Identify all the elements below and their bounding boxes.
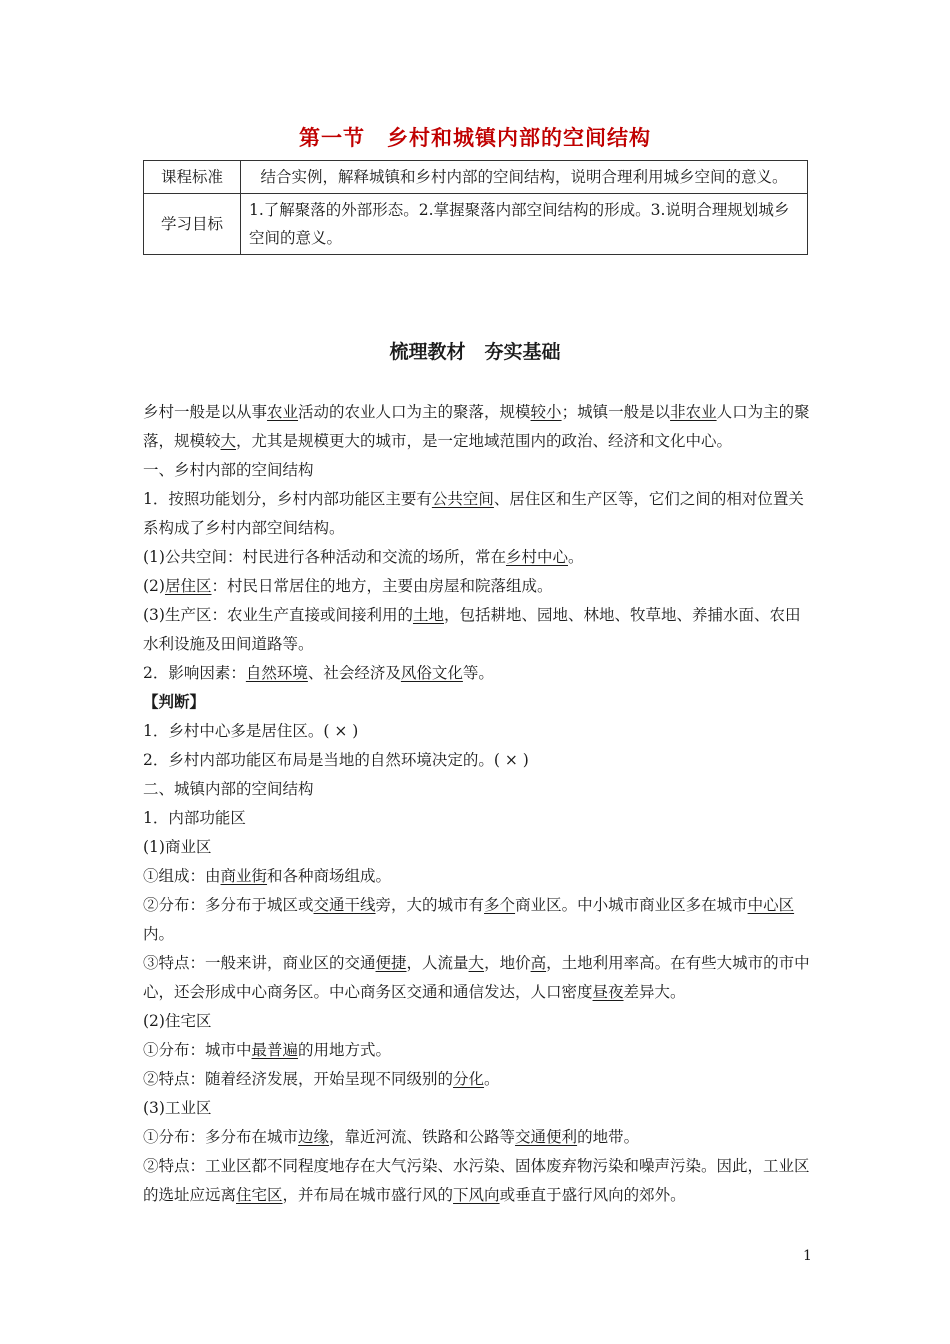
paragraph bbox=[143, 833, 811, 862]
text-run: 差异大。 bbox=[623, 983, 686, 1001]
paragraph bbox=[143, 949, 811, 1007]
text-run: 旁，大的城市有 bbox=[375, 896, 485, 914]
text-run: 、社会经济及 bbox=[307, 664, 401, 682]
text-run: 1．内部功能区 bbox=[143, 809, 246, 827]
paragraph bbox=[143, 398, 811, 456]
paragraph bbox=[143, 862, 811, 891]
answer-blank: 中心区 bbox=[747, 896, 795, 914]
text-run: ②分布：多分布于城区或 bbox=[143, 896, 314, 914]
text-run: (3)生产区：农业生产直接或间接利用的 bbox=[143, 606, 413, 624]
text-run: (2) bbox=[143, 577, 165, 595]
paragraph bbox=[143, 1036, 811, 1065]
answer-blank: 公共空间 bbox=[431, 490, 494, 508]
text-run: 一、乡村内部的空间结构 bbox=[143, 461, 314, 479]
text-run: ，人流量 bbox=[406, 954, 469, 972]
answer-blank: 居住区 bbox=[164, 577, 212, 595]
text-run: ②特点：工业区都不同程度地存在大气污染、水污染、固体废弃物污染和噪声污染。因此，工业区的选址应远离 bbox=[143, 1157, 810, 1204]
text-run: ，并布局在城市盛行风的 bbox=[282, 1186, 454, 1204]
paragraph bbox=[143, 1094, 811, 1123]
text-run: 的用地方式。 bbox=[298, 1041, 392, 1059]
text-run: ①组成：由 bbox=[143, 867, 221, 885]
text-run: ，土地利用率高。在有些大城市的市中心，还会形成中心商务区。中心商务区交通和通信发达，人口密度 bbox=[143, 954, 810, 1001]
answer-blank: 风俗文化 bbox=[400, 664, 463, 682]
paragraph bbox=[143, 659, 811, 688]
paragraph bbox=[143, 456, 811, 485]
text-run: ①分布：多分布在城市 bbox=[143, 1128, 299, 1146]
text-run: 二、城镇内部的空间结构 bbox=[143, 780, 314, 798]
paragraph bbox=[143, 804, 811, 833]
table-content-standard: 结合实例，解释城镇和乡村内部的空间结构，说明合理利用城乡空间的意义。 bbox=[241, 161, 808, 194]
answer-blank: 大 bbox=[220, 432, 237, 450]
page-number: 1 bbox=[803, 1248, 812, 1264]
answer-blank: 大 bbox=[468, 954, 485, 972]
text-run: 商业区。中小城市商业区多在城市 bbox=[515, 896, 748, 914]
answer-blank: 昼夜 bbox=[592, 983, 624, 1001]
table-row bbox=[144, 194, 808, 255]
text-run: 。 bbox=[567, 548, 584, 566]
paragraph bbox=[143, 1123, 811, 1152]
answer-blank: 分化 bbox=[453, 1070, 485, 1088]
paragraph bbox=[143, 543, 811, 572]
section-heading: 梳理教材 夯实基础 bbox=[389, 341, 561, 363]
text-run: ，尤其是规模更大的城市，是一定地域范围内的政治、经济和文化中心。 bbox=[236, 432, 733, 450]
paragraph bbox=[143, 572, 811, 601]
text-run: 内。 bbox=[143, 925, 175, 943]
text-run: (1)公共空间：村民进行各种活动和交流的场所，常在 bbox=[143, 548, 506, 566]
answer-blank: 自然环境 bbox=[245, 664, 308, 682]
paragraph bbox=[143, 1065, 811, 1094]
answer-blank: 较小 bbox=[530, 403, 562, 421]
answer-blank: 乡村中心 bbox=[505, 548, 568, 566]
text-run: ①分布：城市中 bbox=[143, 1041, 252, 1059]
answer-blank: 最普遍 bbox=[251, 1041, 299, 1059]
paragraph bbox=[143, 717, 811, 746]
text-run: (3)工业区 bbox=[143, 1099, 212, 1117]
text-run: 1．乡村中心多是居住区。( × ) bbox=[143, 722, 359, 740]
answer-blank: 土地 bbox=[412, 606, 444, 624]
answer-blank: 商业街 bbox=[220, 867, 268, 885]
answer-blank: 交通便利 bbox=[515, 1128, 578, 1146]
paragraph bbox=[143, 891, 811, 949]
curriculum-table bbox=[143, 160, 808, 255]
text-run: 乡村一般是以从事 bbox=[143, 403, 268, 421]
text-run: ：村民日常居住的地方，主要由房屋和院落组成。 bbox=[211, 577, 553, 595]
answer-blank: 边缘 bbox=[298, 1128, 330, 1146]
answer-blank: 农业 bbox=[267, 403, 299, 421]
text-run: 活动的农业人口为主的聚落，规模 bbox=[298, 403, 531, 421]
page-title: 第一节 乡村和城镇内部的空间结构 bbox=[299, 126, 651, 150]
text-run: 人口为主的聚落，规模较 bbox=[143, 403, 810, 450]
text-run: ，包括耕地、园地、林地、牧草地、养捕水面、农田水利设施及田间道路等。 bbox=[143, 606, 801, 653]
table-label-standard: 课程标准 bbox=[144, 161, 241, 194]
paragraph bbox=[143, 1007, 811, 1036]
bold-label: 【判断】 bbox=[143, 693, 206, 711]
answer-blank: 住宅区 bbox=[236, 1186, 283, 1204]
answer-blank: 交通干线 bbox=[313, 896, 376, 914]
answer-blank: 高 bbox=[530, 954, 547, 972]
text-run: 等。 bbox=[462, 664, 494, 682]
text-run: 1．按照功能划分，乡村内部功能区主要有 bbox=[143, 490, 432, 508]
text-run: 的地带。 bbox=[577, 1128, 640, 1146]
body-text bbox=[143, 398, 811, 1210]
table-row bbox=[144, 161, 808, 194]
text-run: ②特点：随着经济发展，开始呈现不同级别的 bbox=[143, 1070, 454, 1088]
paragraph bbox=[143, 688, 811, 717]
answer-blank: 便捷 bbox=[375, 954, 407, 972]
text-run: ；城镇一般是以 bbox=[561, 403, 671, 421]
table-content-objectives: 1.了解聚落的外部形态。2.掌握聚落内部空间结构的形成。3.说明合理规划城乡空间的意义。 bbox=[241, 194, 808, 255]
paragraph bbox=[143, 746, 811, 775]
text-run: ，靠近河流、铁路和公路等 bbox=[329, 1128, 516, 1146]
answer-blank: 下风向 bbox=[453, 1186, 500, 1204]
answer-blank: 非农业 bbox=[670, 403, 717, 421]
text-run: ③特点：一般来讲，商业区的交通 bbox=[143, 954, 376, 972]
answer-blank: 多个 bbox=[484, 896, 516, 914]
text-run: 和各种商场组成。 bbox=[267, 867, 392, 885]
paragraph bbox=[143, 775, 811, 804]
text-run: 2．影响因素： bbox=[143, 664, 246, 682]
text-run: 或垂直于盛行风向的郊外。 bbox=[499, 1186, 686, 1204]
text-run: 2．乡村内部功能区布局是当地的自然环境决定的。( × ) bbox=[143, 751, 529, 769]
text-run: (1)商业区 bbox=[143, 838, 212, 856]
table-label-objectives: 学习目标 bbox=[144, 194, 241, 255]
paragraph bbox=[143, 601, 811, 659]
paragraph bbox=[143, 1152, 811, 1210]
text-run: 、居住区和生产区等，它们之间的相对位置关系构成了乡村内部空间结构。 bbox=[143, 490, 804, 537]
text-run: 。 bbox=[484, 1070, 500, 1088]
text-run: ，地价 bbox=[484, 954, 531, 972]
paragraph bbox=[143, 485, 811, 543]
text-run: (2)住宅区 bbox=[143, 1012, 212, 1030]
